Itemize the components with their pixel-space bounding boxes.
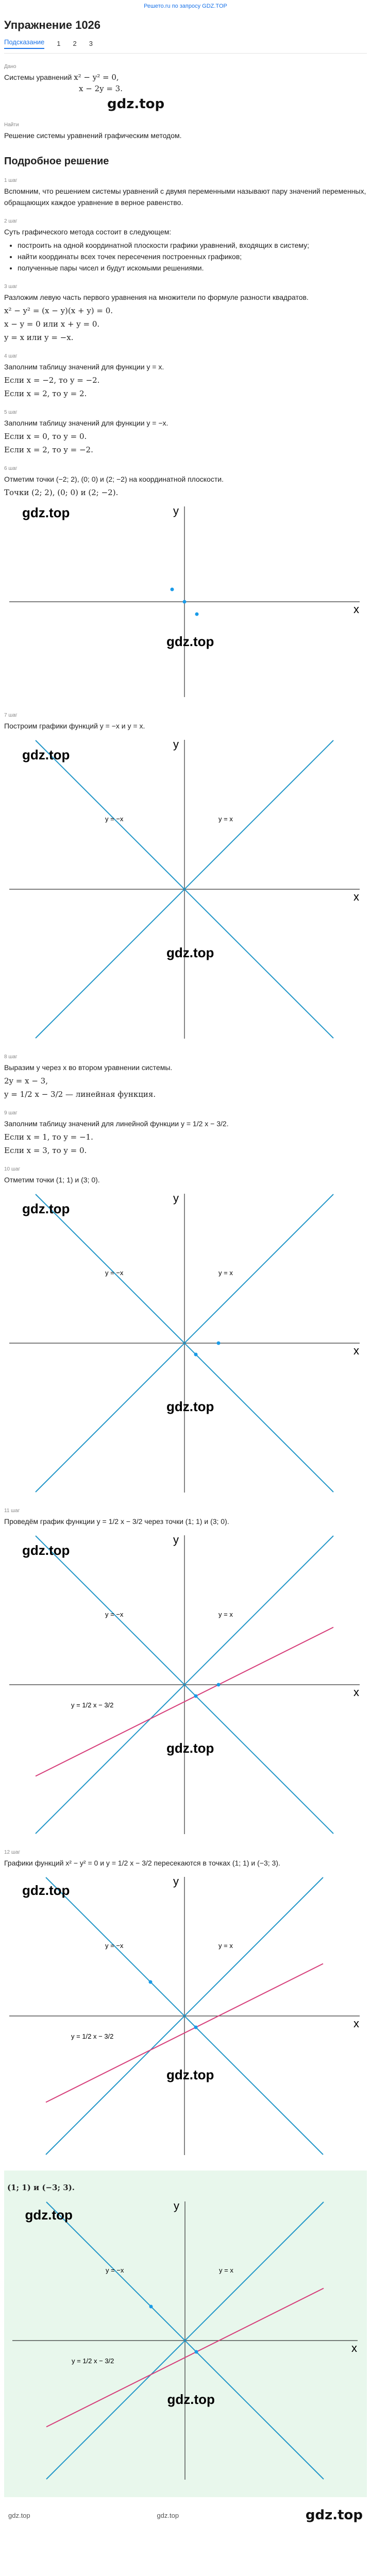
point — [217, 1342, 221, 1345]
graph-4 — [4, 1530, 365, 1839]
line-label-pos: y = x — [218, 815, 233, 823]
step-text: Построим графики функций y = −x и y = x. — [4, 722, 145, 730]
tab-3[interactable]: 3 — [89, 40, 93, 47]
tab-1[interactable]: 1 — [57, 40, 61, 47]
point — [194, 1694, 198, 1698]
list-item: • построить на одной координатной плоскости графики уравнений, входящих в систему; — [18, 240, 367, 251]
step-text: Суть графического метода состоит в следующем: — [4, 228, 172, 236]
eq1: x² − y² = 0, — [74, 73, 119, 82]
watermark: gdz.top — [166, 1740, 214, 1756]
x-axis-label: x — [351, 2342, 357, 2354]
watermark: gdz.top — [166, 1399, 214, 1414]
top-link[interactable]: Решето.ru по запросу GDZ.TOP — [144, 3, 227, 9]
line-label-pos: y = x — [218, 1942, 233, 1950]
x-axis-label: x — [353, 603, 359, 616]
step-label: 1 шаг — [4, 178, 18, 183]
step-label: 6 шаг — [4, 466, 18, 471]
step-label: 5 шаг — [4, 410, 18, 415]
step-text: Отметим точки (−2; 2), (0; 0) и (2; −2) на координатной плоскости. — [4, 475, 224, 483]
table-row: Если x = 2, то y = −2. — [4, 445, 93, 454]
line-label-neg: y = −x — [105, 1269, 124, 1277]
y-axis-label: y — [173, 738, 179, 751]
system — [4, 72, 367, 94]
given-label: Дано — [4, 64, 16, 70]
step-text: Заполним таблицу значений для функции y = x. — [4, 363, 164, 371]
tab-hint[interactable]: Подсказание — [4, 38, 44, 49]
y-axis-label: y — [173, 504, 179, 517]
graph-1 — [4, 501, 365, 702]
table-row: Если x = 1, то y = −1. — [4, 1132, 93, 1142]
tabs — [4, 35, 367, 54]
step-label: 7 шаг — [4, 713, 18, 718]
step-text: Разложим левую часть первого уравнения на множители по формуле разности квадратов. — [4, 293, 309, 301]
point — [195, 2350, 198, 2354]
footer-left[interactable]: gdz.top — [8, 2511, 30, 2519]
line-label-lin: y = 1/2 x − 3/2 — [72, 2357, 114, 2365]
x-axis-label: x — [353, 1686, 359, 1699]
graph-2 — [4, 735, 365, 1044]
watermark: gdz.top — [22, 1543, 70, 1558]
watermark: gdz.top — [22, 1201, 70, 1216]
y-axis-label: y — [173, 1875, 179, 1888]
step-text: Проведём график функции y = 1/2 x − 3/2 через точки (1; 1) и (3; 0). — [4, 1517, 229, 1526]
watermark: gdz.top — [166, 633, 214, 649]
x-axis-label: x — [353, 2017, 359, 2030]
linear-eq2: y = 1/2 x − 3/2 — линейная функция. — [4, 1090, 156, 1099]
line-label-neg: y = −x — [106, 2266, 124, 2274]
line-label-pos: y = x — [219, 2266, 233, 2274]
step-text: Выразим y через x во втором уравнении системы. — [4, 1063, 173, 1072]
point — [183, 600, 187, 604]
step-text: Заполним таблицу значений для линейной функции y = 1/2 x − 3/2. — [4, 1120, 229, 1128]
tab-2[interactable]: 2 — [73, 40, 77, 47]
point — [217, 1683, 221, 1687]
step-label: 12 шаг — [4, 1850, 21, 1855]
detailed-title: Подробное решение — [4, 156, 109, 167]
point — [171, 588, 174, 591]
graph-5 — [4, 1872, 365, 2160]
watermark: gdz.top — [22, 747, 70, 762]
watermark: gdz.top — [166, 945, 214, 960]
step-text: Отметим точки (1; 1) и (3; 0). — [4, 1176, 100, 1184]
eq-split: x − y = 0 или x + y = 0. — [4, 319, 100, 329]
step-label: 10 шаг — [4, 1166, 21, 1172]
step-text: Заполним таблицу значений для функции y = −x. — [4, 419, 168, 427]
step-label: 9 шаг — [4, 1110, 18, 1116]
graph-6 — [7, 2196, 363, 2485]
watermark: gdz.top — [167, 2392, 215, 2408]
line-label-lin: y = 1/2 x − 3/2 — [71, 1701, 114, 1709]
page-title: Упражнение 1026 — [4, 19, 101, 31]
line-label-neg: y = −x — [105, 1611, 124, 1618]
y-axis-label: y — [173, 1533, 179, 1546]
line-label-neg: y = −x — [105, 815, 124, 823]
table-row: Если x = 2, то y = 2. — [4, 389, 87, 398]
linear-eq: 2y = x − 3, — [4, 1076, 48, 1086]
eq-factor: x² − y² = (x − y)(x + y) = 0. — [4, 306, 113, 315]
x-axis-label: x — [353, 1344, 359, 1357]
line-label-lin: y = 1/2 x − 3/2 — [71, 2032, 114, 2040]
line-label-pos: y = x — [218, 1269, 233, 1277]
step-label: 11 шаг — [4, 1508, 20, 1514]
list-item: • полученные пары чисел и будут искомыми решениями. — [18, 262, 367, 274]
find-label: Найти — [4, 122, 19, 128]
step-label: 2 шаг — [4, 218, 18, 224]
watermark-1: gdz.top — [107, 96, 165, 112]
watermark: gdz.top — [22, 505, 70, 521]
step-text: Графики функций x² − y² = 0 и y = 1/2 x − 3/2 пересекаются в точках (1; 1) и (−3; 3). — [4, 1859, 280, 1867]
points-text: Точки (2; 2), (0; 0) и (2; −2). — [4, 488, 119, 497]
method-list — [4, 240, 367, 274]
footer — [4, 2497, 367, 2533]
list-item: • найти координаты всех точек пересечения построенных графиков; — [18, 251, 367, 262]
y-axis-label: y — [173, 1192, 179, 1205]
step-text: Вспомним, что решением системы уравнений с двумя переменными называют пару значений переменных, обращающих каждое уравнение в верное равенство. — [4, 187, 366, 207]
system-label: Системы уравнений — [4, 73, 72, 81]
line-label-neg: y = −x — [105, 1942, 124, 1950]
step-label: 8 шаг — [4, 1054, 18, 1060]
point — [194, 1353, 198, 1357]
table-row: Если x = −2, то y = −2. — [4, 376, 100, 385]
footer-mid[interactable]: gdz.top — [157, 2511, 179, 2519]
step-label: 4 шаг — [4, 353, 18, 359]
table-row: Если x = 3, то y = 0. — [4, 1146, 87, 1155]
find-text: Решение системы уравнений графическим методом. — [4, 131, 182, 140]
point — [195, 613, 199, 616]
watermark: gdz.top — [22, 1882, 70, 1898]
x-axis-label: x — [353, 890, 359, 903]
graph-3 — [4, 1189, 365, 1498]
final-answer-box — [4, 2171, 367, 2497]
watermark: gdz.top — [25, 2207, 73, 2223]
point — [149, 2305, 153, 2309]
watermark: gdz.top — [166, 2067, 214, 2083]
point — [149, 1980, 153, 1984]
eq-lines: y = x или y = −x. — [4, 333, 74, 342]
footer-watermark: gdz.top — [305, 2507, 363, 2523]
step-label: 3 шаг — [4, 284, 18, 290]
table-row: Если x = 0, то y = 0. — [4, 432, 87, 441]
eq2: x − 2y = 3. — [79, 84, 123, 93]
final-answer: (1; 1) и (−3; 3). — [7, 2183, 75, 2192]
line-label-pos: y = x — [218, 1611, 233, 1618]
y-axis-label: y — [174, 2199, 179, 2212]
point — [194, 2026, 198, 2029]
